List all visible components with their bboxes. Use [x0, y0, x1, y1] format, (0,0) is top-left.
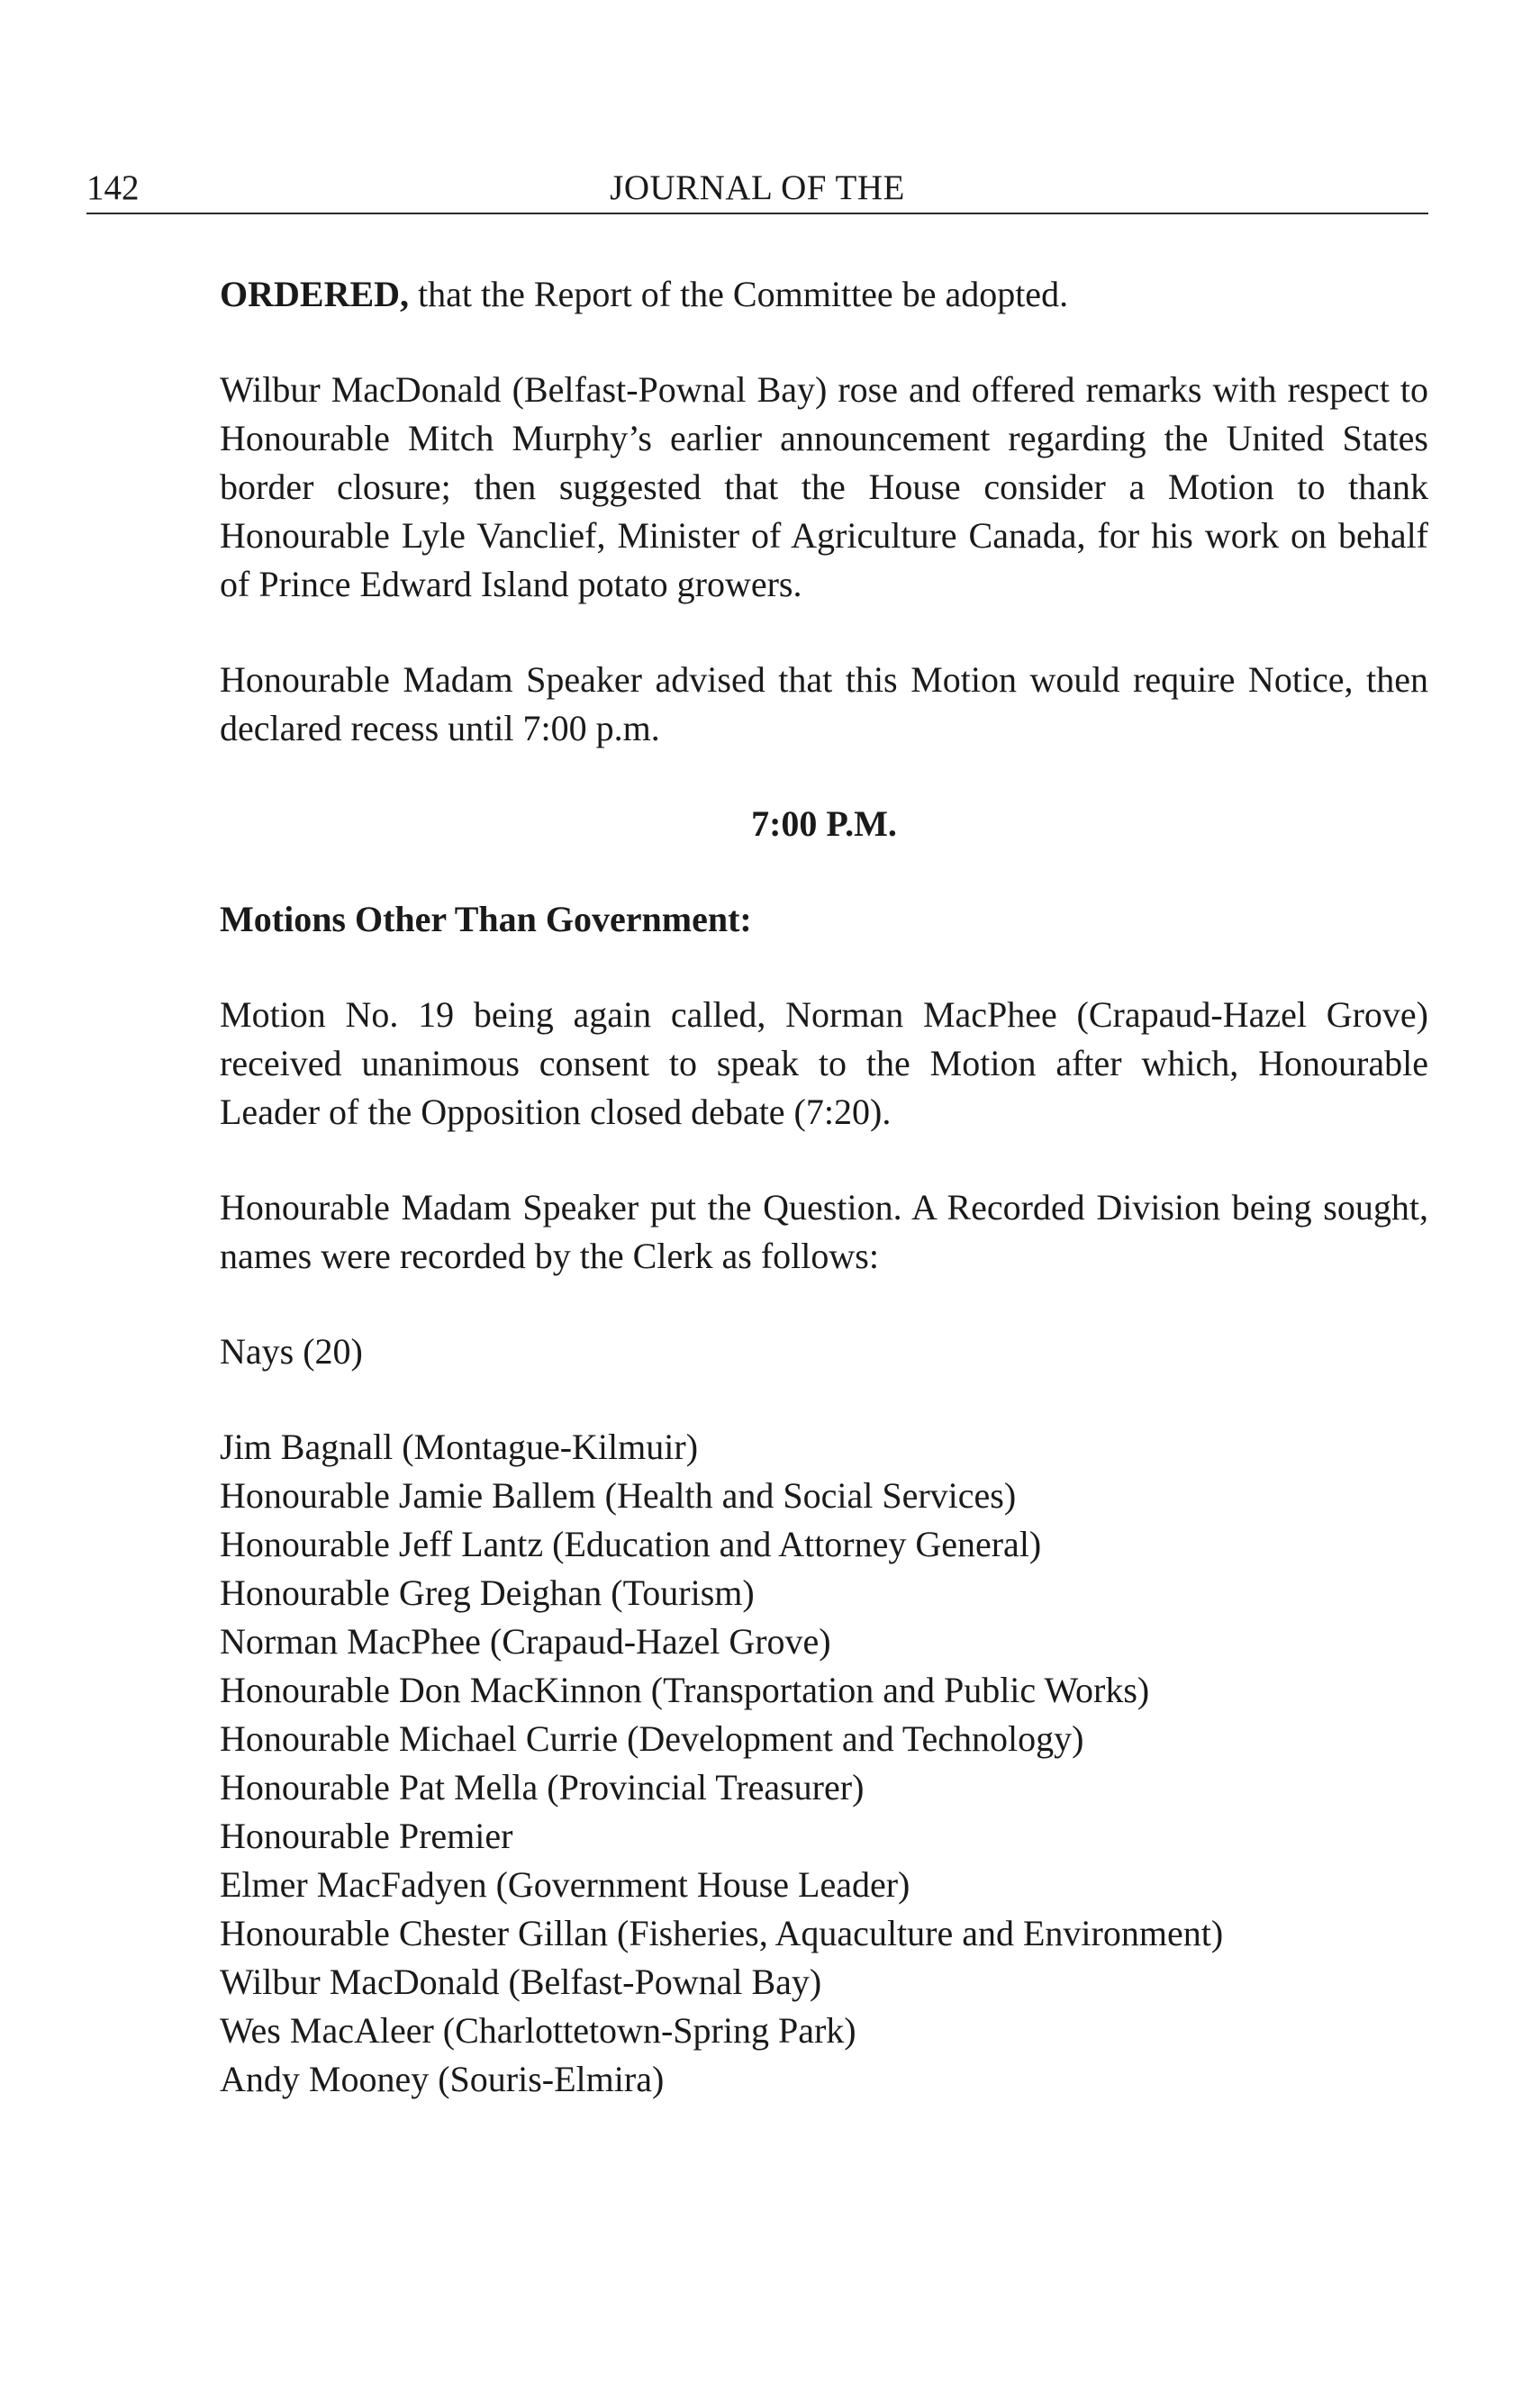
list-item: Honourable Greg Deighan (Tourism): [220, 1572, 755, 1613]
nays-label: Nays (20): [220, 1331, 363, 1372]
motion-19-paragraph: Motion No. 19 being again called, Norman MacPhee (Crapaud-Hazel Grove) received unanimous consent to speak to the Motion after which, Honourable Leader of the Opposition closed debate (7:20).: [220, 994, 1428, 1132]
question-paragraph: Honourable Madam Speaker put the Question. A Recorded Division being sought, names were recorded by the Clerk as follows:: [220, 1187, 1428, 1276]
list-item: Norman MacPhee (Crapaud-Hazel Grove): [220, 1621, 831, 1662]
list-item: Wes MacAleer (Charlottetown-Spring Park): [220, 2010, 856, 2051]
list-item: Honourable Pat Mella (Provincial Treasurer): [220, 1767, 865, 1808]
list-item: Elmer MacFadyen (Government House Leader): [220, 1864, 910, 1905]
running-head: JOURNAL OF THE: [610, 168, 905, 207]
header-rule: [86, 213, 1428, 214]
list-item: Honourable Jamie Ballem (Health and Social Services): [220, 1475, 1017, 1516]
list-item: Jim Bagnall (Montague-Kilmuir): [220, 1427, 699, 1467]
ordered-text: that the Report of the Committee be adopted.: [409, 274, 1069, 314]
page-header: [86, 160, 1428, 214]
list-item: Honourable Jeff Lantz (Education and Attorney General): [220, 1524, 1042, 1564]
list-item: Honourable Don MacKinnon (Transportation and Public Works): [220, 1670, 1150, 1710]
ordered-paragraph: [220, 270, 1428, 319]
page-body: [220, 270, 1428, 2104]
list-item: Wilbur MacDonald (Belfast-Pownal Bay): [220, 1962, 822, 2002]
list-item: Honourable Premier: [220, 1816, 513, 1856]
section-heading: Motions Other Than Government:: [220, 899, 752, 939]
ordered-keyword: ORDERED,: [220, 274, 410, 314]
list-item: Andy Mooney (Souris-Elmira): [220, 2059, 665, 2099]
list-item: Honourable Michael Currie (Development and Technology): [220, 1718, 1084, 1759]
wilbur-remarks-paragraph: Wilbur MacDonald (Belfast-Pownal Bay) rose and offered remarks with respect to Honourable Mitch Murphy’s earlier announcement regarding the United States border closure; then suggested that the House consider a Motion to thank Honourable Lyle Vanclief, Minister of Agriculture Canada, for his work on behalf of Prince Edward Island potato growers.: [220, 369, 1428, 604]
list-item: Honourable Chester Gillan (Fisheries, Aquaculture and Environment): [220, 1913, 1224, 1953]
page-number: 142: [86, 168, 140, 207]
speaker-notice-paragraph: Honourable Madam Speaker advised that this Motion would require Notice, then declared recess until 7:00 p.m.: [220, 659, 1428, 748]
nays-names-list: [220, 1423, 1428, 2104]
time-heading: 7:00 P.M.: [751, 803, 897, 844]
